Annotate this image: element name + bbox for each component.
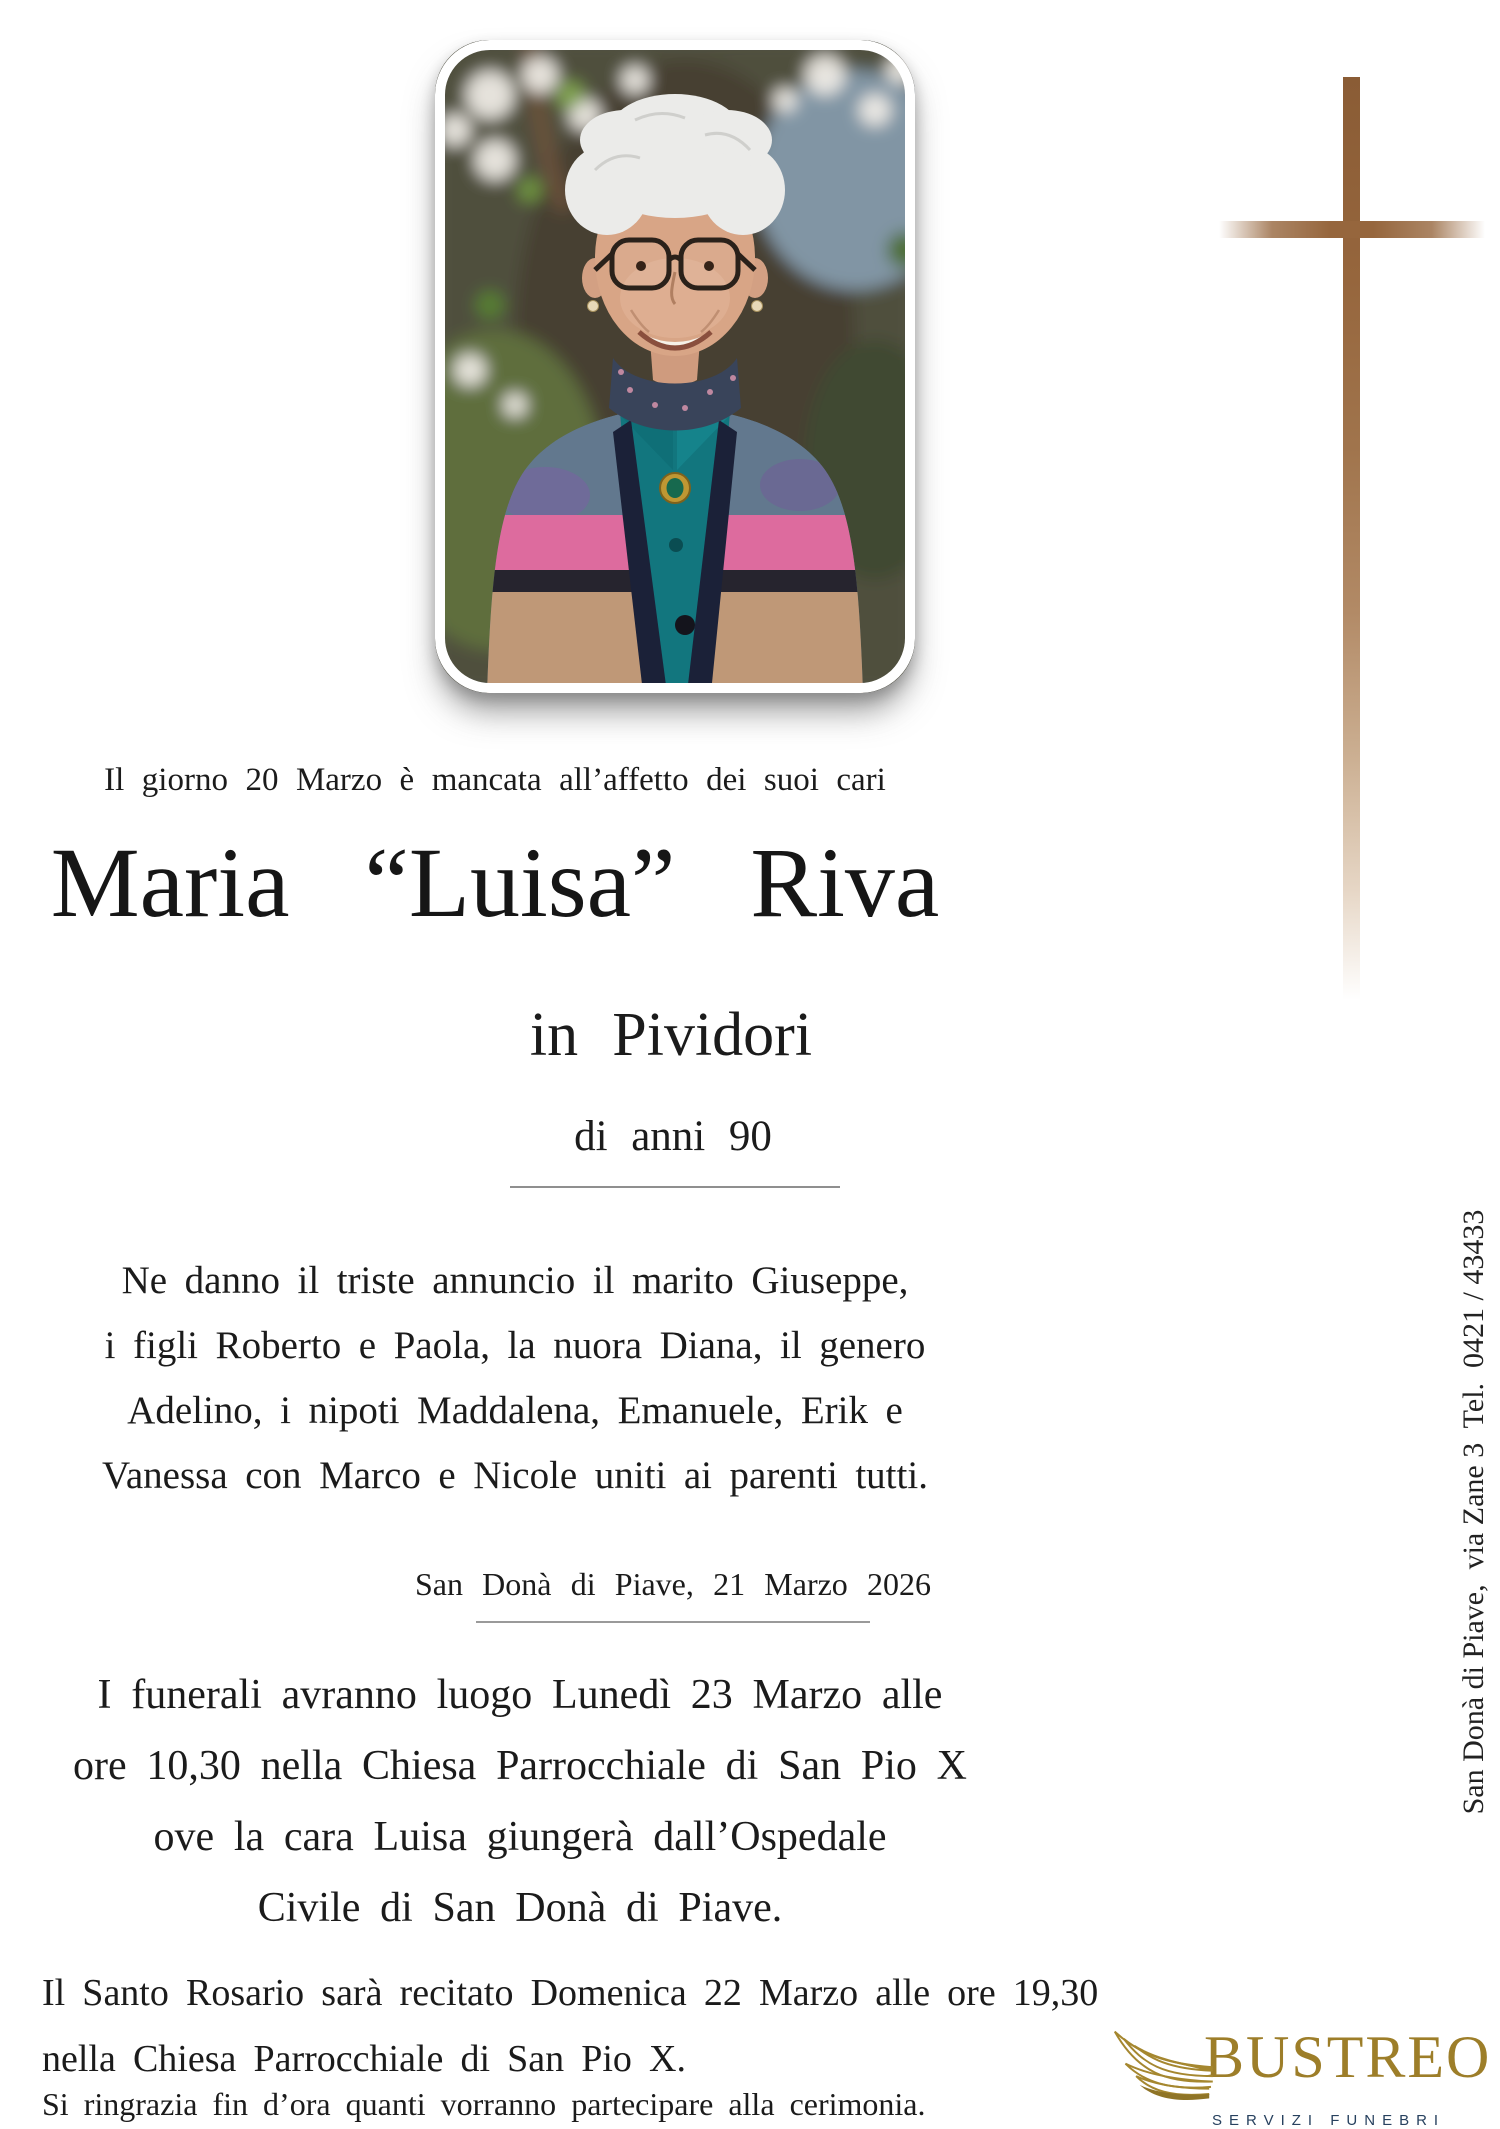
thanks-line: Si ringrazia fin d’ora quanti vorranno partecipare alla cerimonia. bbox=[42, 2086, 926, 2122]
married-name: in Pividori bbox=[529, 1001, 813, 1069]
rosary-line: nella Chiesa Parrocchiale di San Pio X. bbox=[42, 2038, 686, 2080]
portrait-photo bbox=[435, 40, 915, 693]
age-line: di anni 90 bbox=[574, 1113, 772, 1160]
announcement-line: Vanessa con Marco e Nicole uniti ai parenti tutti. bbox=[102, 1454, 928, 1497]
announcement-line: Ne danno il triste annuncio il marito Giuseppe, bbox=[121, 1259, 909, 1302]
cross-horizontal-bar bbox=[1219, 221, 1485, 238]
cross-vertical-bar bbox=[1343, 77, 1360, 1000]
intro-line: Il giorno 20 Marzo è mancata all’affetto dei suoi cari bbox=[104, 762, 886, 798]
bustreo-logo bbox=[1104, 2008, 1491, 2129]
portrait-illustration bbox=[435, 40, 915, 693]
date-underline bbox=[476, 1621, 870, 1623]
funeral-line: ove la cara Luisa giungerà dall’Ospedale bbox=[153, 1814, 887, 1860]
announcement-line: i figli Roberto e Paola, la nuora Diana, il genero bbox=[104, 1324, 926, 1367]
agency-tagline: SERVIZI FUNEBRI bbox=[1212, 2112, 1446, 2129]
funeral-line: ore 10,30 nella Chiesa Parrocchiale di San Pio X bbox=[73, 1743, 967, 1789]
place-date-line: San Donà di Piave, 21 Marzo 2026 bbox=[414, 1566, 931, 1602]
age-underline bbox=[510, 1186, 840, 1188]
earring bbox=[752, 301, 763, 312]
earring bbox=[588, 301, 599, 312]
deceased-name: Maria “Luisa” Riva bbox=[50, 827, 940, 938]
funeral-line: I funerali avranno luogo Lunedì 23 Marzo alle bbox=[97, 1672, 943, 1718]
funeral-line: Civile di San Donà di Piave. bbox=[257, 1885, 783, 1931]
wing-icon bbox=[1104, 2012, 1220, 2110]
agency-name: BUSTREO bbox=[1204, 2024, 1492, 2090]
agency-address-vertical: San Donà di Piave, via Zane 3 Tel. 0421 / 43433 bbox=[1457, 1209, 1490, 1815]
rosary-line: Il Santo Rosario sarà recitato Domenica 22 Marzo alle ore 19,30 bbox=[42, 1972, 1099, 2014]
funeral-details bbox=[20, 1660, 1020, 1944]
announcement-line: Adelino, i nipoti Maddalena, Emanuele, Erik e bbox=[127, 1389, 903, 1432]
family-announcement bbox=[15, 1248, 1015, 1508]
